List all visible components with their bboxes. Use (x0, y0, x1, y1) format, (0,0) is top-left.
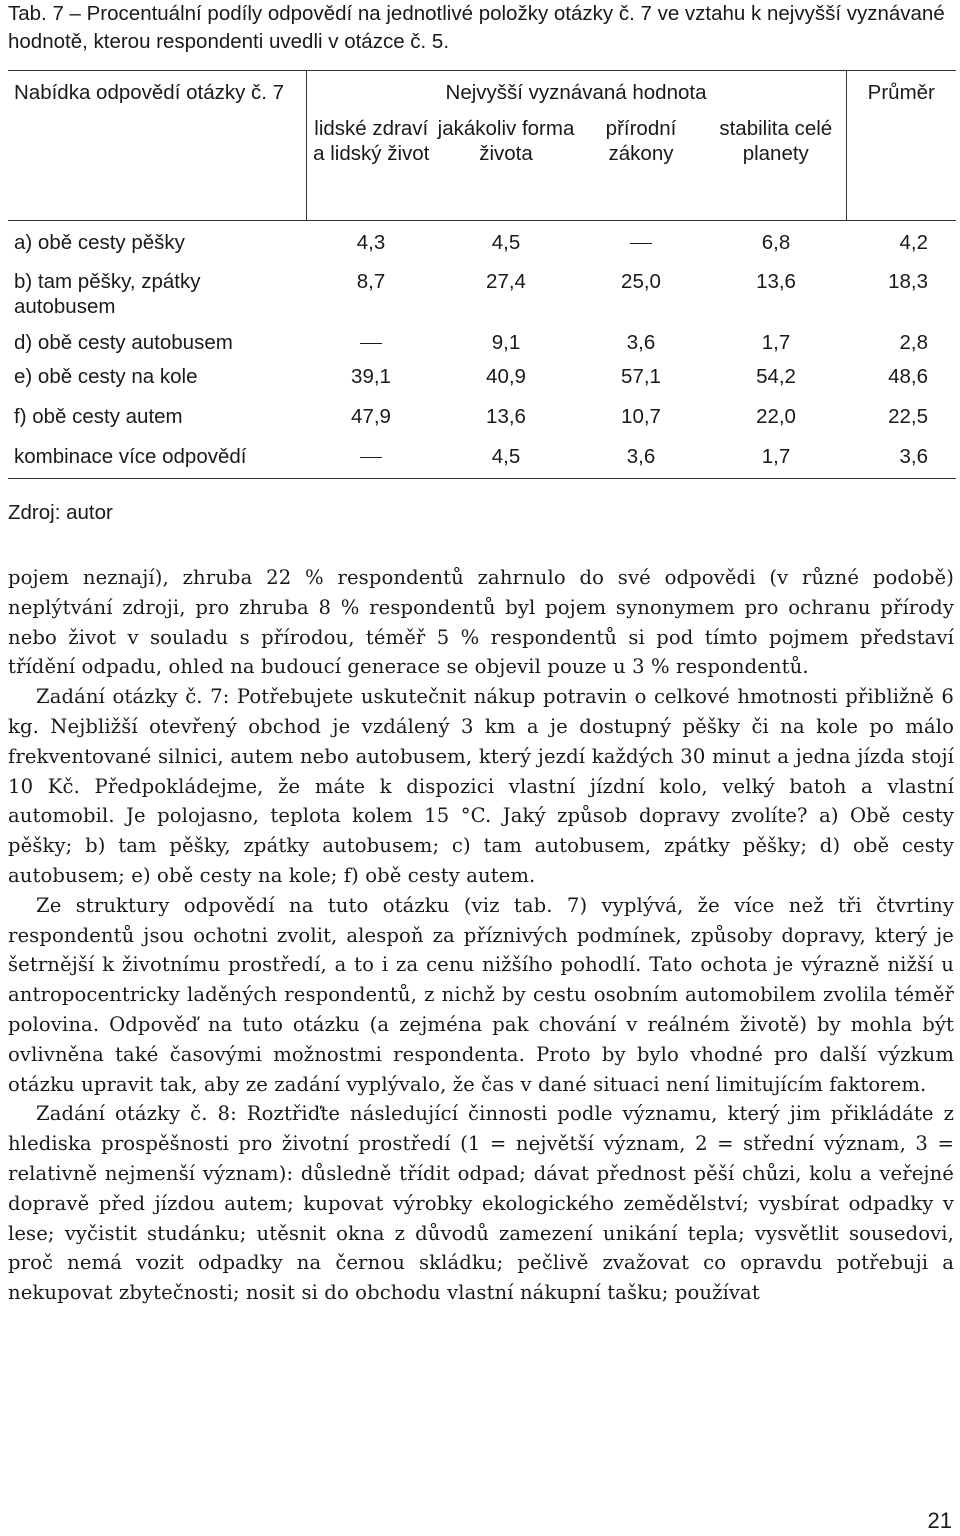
col-header-average: Průměr (846, 71, 956, 221)
body-text (8, 563, 954, 1308)
paragraph: pojem neznají), zhruba 22 % respondentů zahrnulo do své odpovědi (v různé podobě) neplýtvání zdroji, pro zhruba 8 % respondentů byl pojem synonymem pro ochranu přírody nebo život v souladu s přírodou, téměř 5 % respondentů si pod tímto pojmem představí třídění odpadu, ohled na budoucí generace se objevil pouze u 3 % respondentů. (8, 566, 954, 679)
value-cell: 6,8 (761, 231, 791, 254)
value-cell: 27,4 (486, 270, 526, 293)
value-cell: 54,2 (756, 365, 796, 388)
value-cell: 9,1 (491, 331, 521, 354)
value-cell: 8,7 (356, 270, 386, 293)
subheader-cell: přírodní zákony (576, 112, 706, 221)
value-cell: 57,1 (621, 365, 661, 388)
value-cell: 3,6 (626, 331, 656, 354)
row-label: d) obě cesty autobusem (14, 331, 233, 354)
row-label: e) obě cesty na kole (14, 365, 198, 388)
table-body (8, 221, 956, 479)
table-row (8, 324, 956, 362)
value-cell: 1,7 (761, 331, 791, 354)
table-caption: Tab. 7 – Procentuální podíly odpovědí na jednotlivé položky otázky č. 7 ve vztahu k nejvyšší vyznávané hodnotě, kterou respondenti uvedli v otázce č. 5. (8, 2, 945, 53)
paragraph: Ze struktury odpovědí na tuto otázku (viz tab. 7) vyplývá, že více než tři čtvrtiny respondentů jsou ochotni zvolit, alespoň za příznivých podmínek, způsoby dopravy, který je šetrnější k životnímu prostředí, a to i za cenu nižšího pohodlí. Tato ochota je výrazně nižší u antropocentricky laděných respondentů, z nichž by cestu osobním automobilem zvolila téměř polovina. Odpověď na tuto otázku (a zejména pak chování v reálném životě) by mohla být ovlivněna také časovými možnostmi respondenta. Proto by bylo vhodné pro další výzkum otázku upravit tak, aby ze zadání vyplývalo, že čas v dané situaci není limitujícím faktorem. (8, 893, 954, 1096)
value-cell: 13,6 (756, 270, 796, 293)
value-cell: 3,6 (576, 442, 706, 479)
col-header-options: Nabídka odpovědí otázky č. 7 (8, 71, 306, 221)
value-cell: 39,1 (351, 365, 391, 388)
table-row (8, 402, 956, 442)
table-row (8, 221, 956, 262)
value-cell (306, 324, 436, 362)
empty-dash (360, 457, 382, 458)
value-cell (576, 221, 706, 262)
average-cell: 18,3 (888, 270, 929, 293)
table-row (8, 261, 956, 324)
table-source: Zdroj: autor (8, 501, 113, 524)
value-cell: 40,9 (486, 365, 526, 388)
row-label: b) tam pěšky, zpátky autobusem (14, 270, 201, 318)
average-cell: 2,8 (899, 331, 929, 354)
row-label: f) obě cesty autem (14, 405, 183, 428)
paragraph: Zadání otázky č. 8: Roztřiďte následující činnosti podle významu, který jim přikládáte z hlediska prospěšnosti pro životní prostředí (1 = největší význam, 2 = střední význam, 3 = relativně nejmenší význam): důsledně třídit odpad; dávat přednost pěší chůzi, kolu a veřejné dopravě před jízdou autem; kupovat výrobky ekologického zemědělství; vysbírat odpadky v lese; vyčistit studánku; utěsnit okna z důvodů zamezení unikání tepla; vysvětlit sousedovi, proč nemá vozit odpadky na černou skládku; pečlivě zvažovat co opravdu potřebuji a nekupovat zbytečnosti; nosit si do obchodu vlastní nákupní tašku; používat (8, 1102, 954, 1305)
average-cell: 4,2 (899, 231, 929, 254)
paragraph: Zadání otázky č. 7: Potřebujete uskutečnit nákup potravin o celkové hmotnosti přibližně 6 kg. Nejbližší otevřený obchod je vzdálený 3 km a je dostupný pěšky či na kole po málo frekventované silnici, autem nebo autobusem, který jezdí každých 30 minut a jedna jízda stojí 10 Kč. Předpokládejme, že máte k dispozici vlastní jízdní kolo, velký batoh a vlastní automobil. Je polojasno, teplota kolem 15 °C. Jaký způsob dopravy zvolíte? a) Obě cesty pěšky; b) tam pěšky, zpátky autobusem; c) tam autobusem, zpátky pěšky; d) obě cesty autobusem; e) obě cesty na kole; f) obě cesty autem. (8, 685, 954, 887)
col-header-group: Nejvyšší vyznávaná hodnota (306, 71, 846, 113)
value-cell: 13,6 (486, 405, 526, 428)
table-row (8, 362, 956, 402)
empty-dash (360, 343, 382, 344)
page-number: 21 (927, 1508, 952, 1533)
table-row (8, 442, 956, 479)
value-cell: 25,0 (621, 270, 661, 293)
subheader-cell: lidské zdraví a lidský život (306, 112, 436, 221)
subheader-cell: stabilita celé planety (706, 112, 846, 221)
value-cell: 4,5 (491, 231, 521, 254)
value-cell: 22,0 (756, 405, 796, 428)
empty-dash (630, 243, 652, 244)
average-cell: 3,6 (846, 442, 956, 479)
value-cell: 47,9 (351, 405, 391, 428)
results-table (8, 70, 956, 479)
average-cell: 48,6 (888, 365, 929, 388)
value-cell: 1,7 (706, 442, 846, 479)
value-cell (306, 442, 436, 479)
average-cell: 22,5 (888, 405, 929, 428)
value-cell: 10,7 (621, 405, 661, 428)
subheader-cell: jakákoliv forma života (436, 112, 576, 221)
value-cell: 4,5 (436, 442, 576, 479)
row-label: kombinace více odpovědí (8, 442, 306, 479)
row-label: a) obě cesty pěšky (14, 231, 185, 254)
value-cell: 4,3 (356, 231, 386, 254)
